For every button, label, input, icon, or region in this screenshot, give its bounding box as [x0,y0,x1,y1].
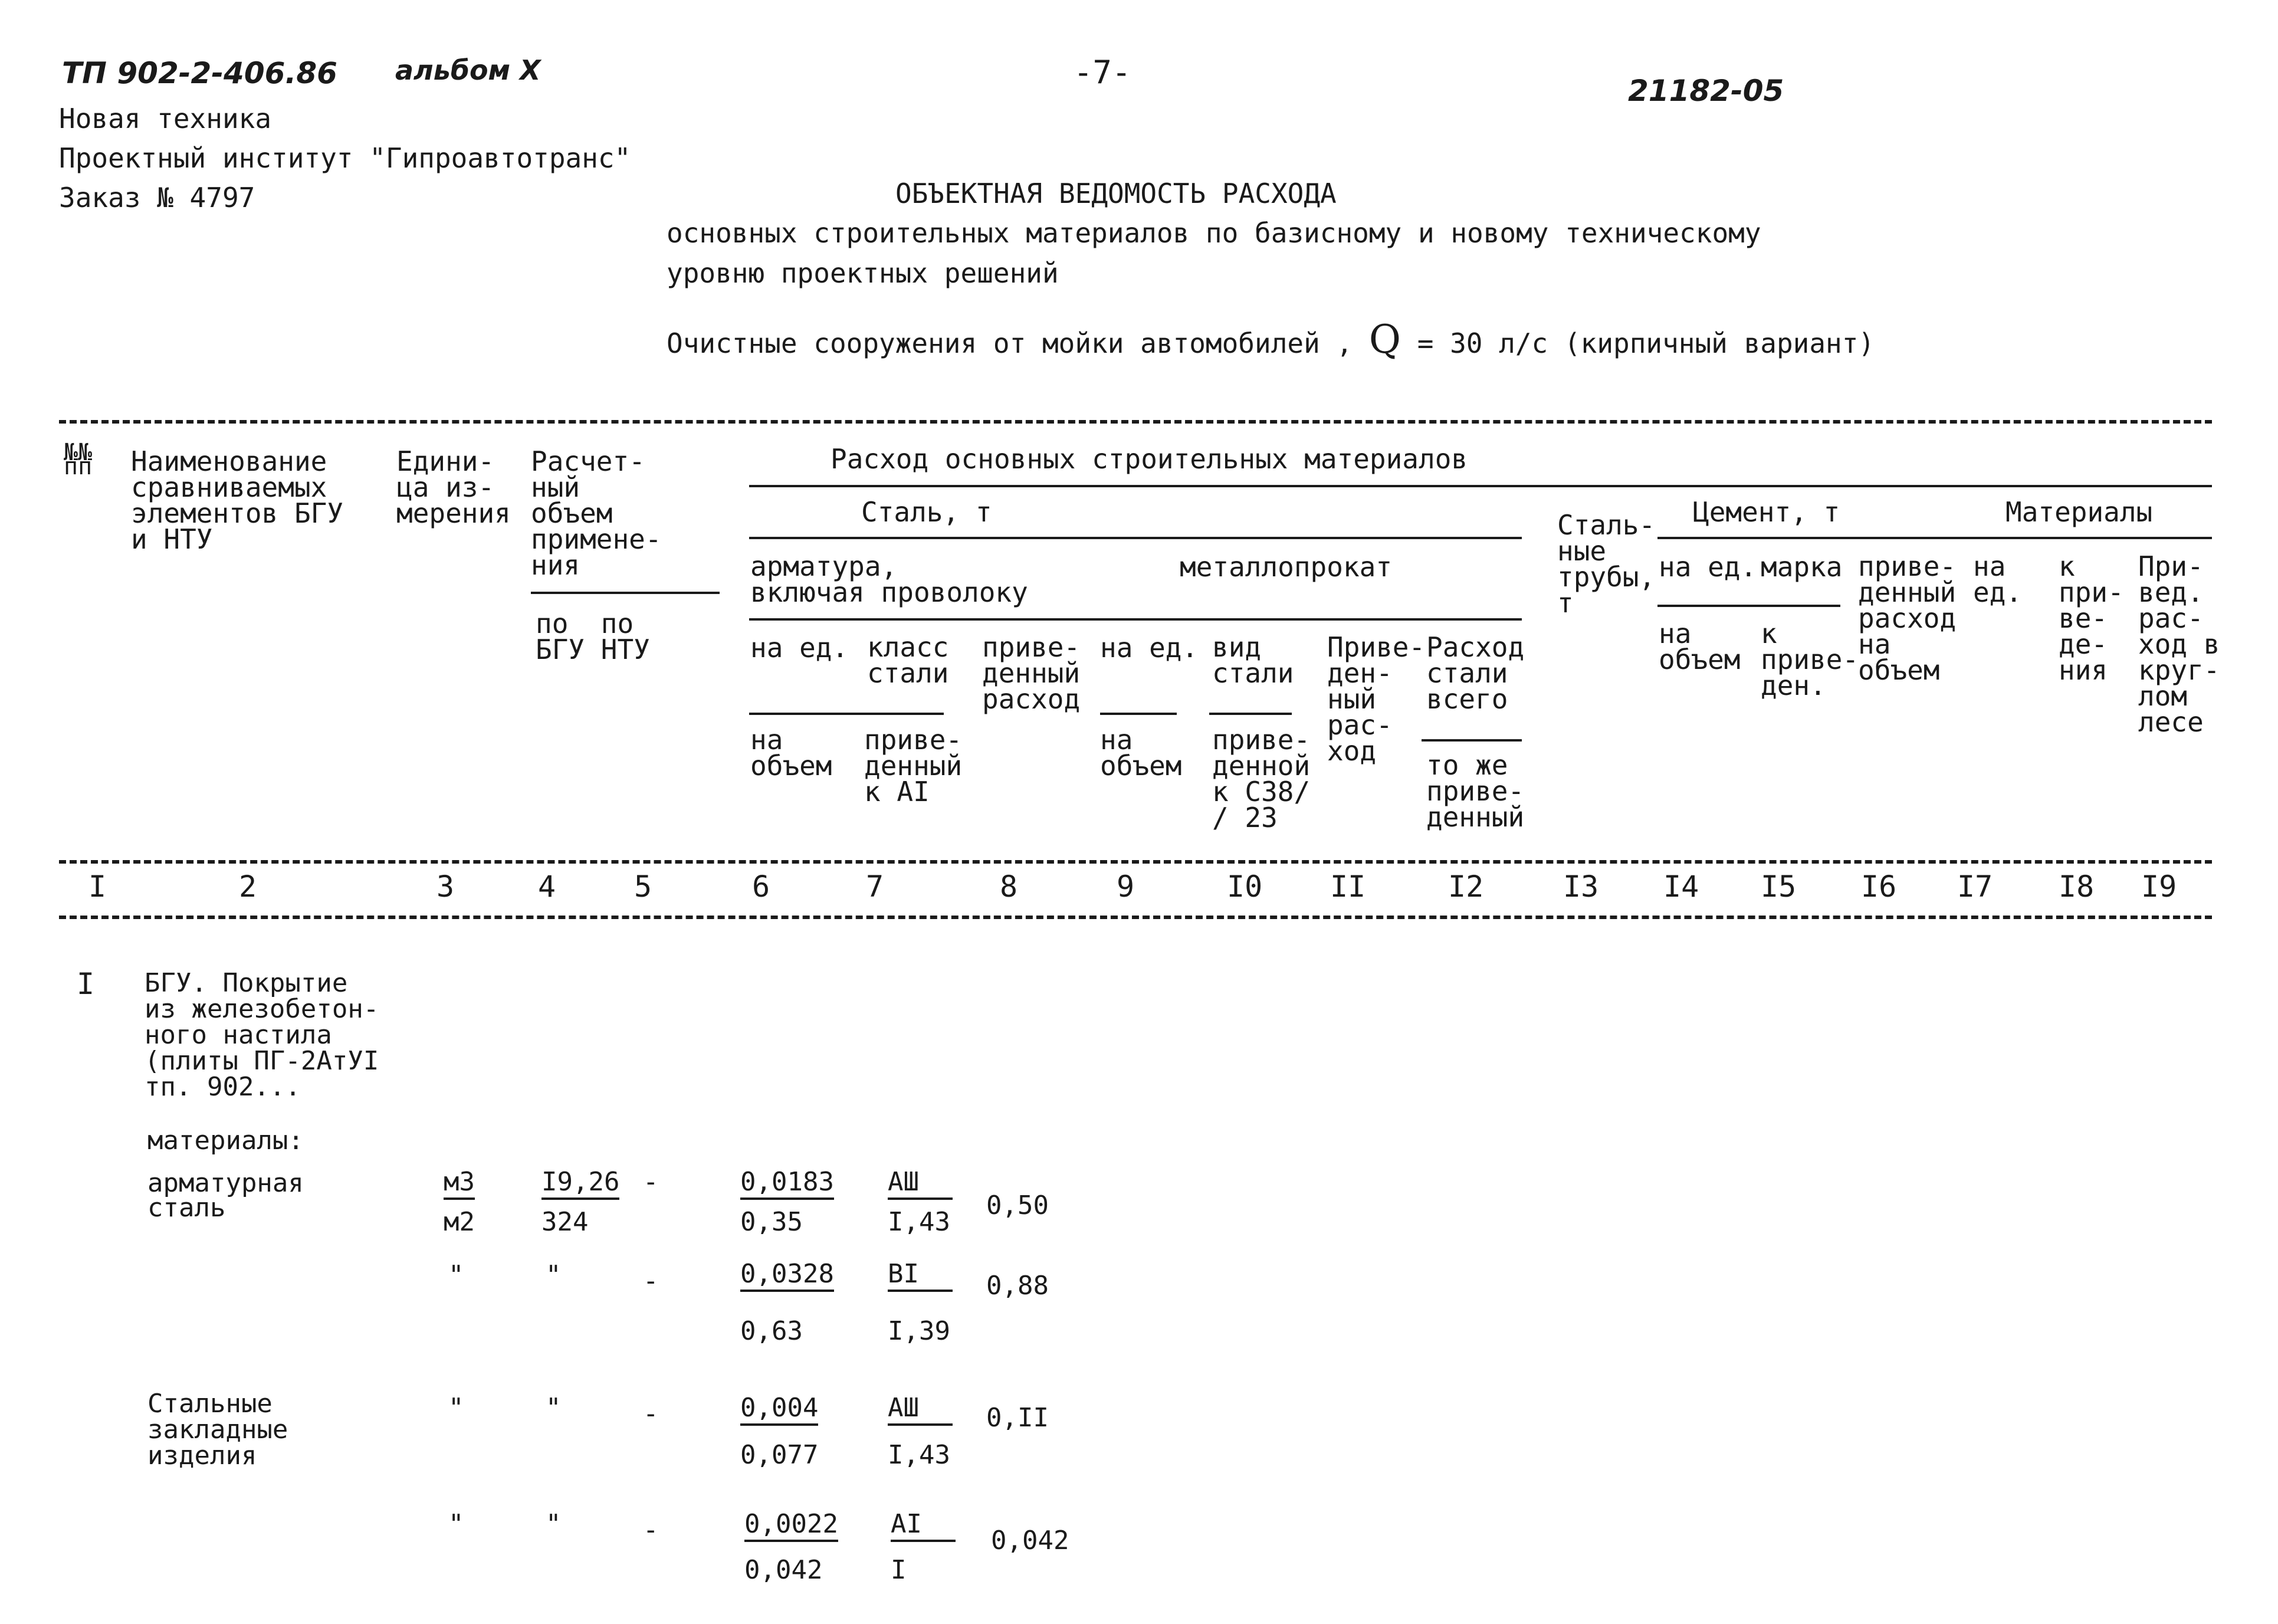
header-col12-bottom: то же приве- денный [1426,749,1525,833]
column-number: I5 [1761,870,1797,904]
header-col17: на ед. [1973,550,2023,608]
row-volume-top: " [546,1393,562,1423]
row-col7-bottom: I,43 [888,1207,950,1237]
column-number: I [88,870,107,904]
column-number: I9 [2141,870,2177,904]
row-volume-top: " [546,1509,562,1539]
column-number: 8 [1000,870,1018,904]
column-number: I6 [1861,870,1897,904]
row-unit-top: м3 [444,1169,475,1200]
header-volume: Расчет- ный объем примене- ния [531,445,662,581]
column-number: 3 [436,870,455,904]
column-numbers-top-rule [59,860,2212,864]
header-col18: к при- ве- де- ния [2059,550,2124,686]
row-col6-bottom: 0,042 [744,1555,823,1585]
row-col6-top: 0,0328 [740,1261,834,1292]
header-cement-group: Цемент, т [1693,496,1840,528]
row-col6-bottom: 0,077 [740,1440,819,1470]
subtitle-prefix: Очистные сооружения от мойки автомобилей , [667,327,1353,359]
row-col6-top: 0,004 [740,1395,818,1426]
header-col7-top: класс стали [867,631,949,689]
rule-volume-sub [531,592,720,594]
row-volume-top: " [546,1260,562,1290]
header-col14-top: на ед. [1659,551,1757,583]
header-metalloprokat: металлопрокат [1180,551,1393,583]
section-name: БГУ. Покрытие из железобетон- ного настила (плиты ПГ-2АтУI тп. 902... [145,968,379,1102]
column-number: 7 [866,870,884,904]
header-element-name: Наименование сравниваемых элементов БГУ и НТУ [131,445,344,555]
header-steel-group: Сталь, т [861,496,992,528]
subtitle-suffix: = 30 л/с (кирпичный вариант) [1417,327,1875,359]
header-materials-group: Материалы [2005,496,2153,528]
header-col13: Сталь- ные трубы, т [1557,509,1656,619]
header-col15-top: марка [1761,551,1843,583]
header-col15-bottom: к приве- ден. [1761,618,1859,701]
row-unit-top: " [448,1393,464,1423]
column-number: I8 [2059,870,2095,904]
header-col12-top: Расход стали всего [1426,631,1525,715]
column-number: 2 [239,870,257,904]
title-line-3: уровню проектных решений [667,257,1059,289]
rule-armatura [749,618,1522,621]
row-ntu: - [643,1399,659,1429]
column-numbers-bottom-rule [59,916,2212,919]
column-number: I7 [1957,870,1993,904]
document-number: 21182-05 [1628,74,1784,108]
rule-c9 [1100,713,1177,715]
row-unit-bottom: м2 [444,1207,475,1237]
header-main-group: Расход основных строительных материалов [831,443,1468,475]
row-col6-bottom: 0,35 [740,1207,803,1237]
row-ntu: - [643,1266,659,1296]
header-col10-bottom: приве- денной к С38/ / 23 [1212,724,1311,834]
row-label: арматурная сталь [147,1168,304,1223]
row-col7-top: BI [888,1261,953,1292]
column-number: 9 [1117,870,1135,904]
row-col7-bottom: I,43 [888,1440,950,1470]
column-number: I3 [1563,870,1599,904]
title-line-1: ОБЪЕКТНАЯ ВЕДОМОСТЬ РАСХОДА [895,178,1337,209]
section-number: I [77,967,95,1001]
header-col7-bottom: приве- денный к AI [864,724,963,808]
org-line-1: Новая техника [59,103,272,134]
album-label: альбом X [395,54,541,86]
header-col14-bottom: на объем [1659,618,1741,675]
row-col7-top: АШ [888,1395,953,1426]
row-col6-bottom: 0,63 [740,1316,803,1346]
column-number: II [1330,870,1366,904]
header-unit: Едини- ца из- мерения [396,445,511,529]
rule-steel-group [749,537,1522,539]
row-col8: 0,88 [986,1271,1049,1301]
row-col7-top: АШ [888,1169,953,1200]
header-col16: приве- денный расход на объем [1858,550,1957,686]
header-col9-top: на ед. [1100,632,1199,664]
header-col10-top: вид стали [1212,631,1294,689]
row-col7-top: AI [891,1511,956,1542]
header-volume-sub: по по БГУ НТУ [536,608,650,665]
column-number: I2 [1448,870,1484,904]
header-armatura: арматура, включая проволоку [750,550,1028,608]
header-col6-top: на ед. [750,632,849,664]
row-col7-bottom: I [891,1555,907,1585]
rule-c12 [1422,739,1522,742]
document-code: ТП 902-2-406.86 [62,56,337,90]
row-unit-top: " [448,1509,464,1539]
order-number: Заказ № 4797 [59,182,255,214]
header-col9-bottom: на объем [1100,724,1182,782]
header-col6-bottom: на объем [750,724,832,782]
row-volume-top: I9,26 [541,1169,619,1200]
column-number: 5 [634,870,652,904]
rule-main-group [749,485,2212,487]
column-number: I4 [1663,870,1699,904]
rule-c10 [1209,713,1292,715]
column-number: 6 [752,870,770,904]
header-number: №№ пп [64,439,93,480]
row-volume-bottom: 324 [541,1207,589,1237]
rule-cement-group [1657,537,2212,539]
row-unit-top: " [448,1260,464,1290]
org-line-2: Проектный институт "Гипроавтотранс" [59,142,631,174]
row-label: Стальные закладные изделия [147,1389,288,1471]
column-number: I0 [1227,870,1263,904]
row-col6-top: 0,0022 [744,1511,838,1542]
table-top-rule [59,420,2212,424]
header-col11: Приве- ден- ный рас- ход [1327,631,1426,767]
rule-cement-sub [1657,605,1840,607]
row-ntu: - [643,1515,659,1545]
row-ntu: - [643,1167,659,1197]
row-col8: 0,II [986,1403,1049,1433]
materials-label: материалы: [147,1126,304,1156]
row-col8: 0,042 [991,1525,1069,1556]
header-col19: При- вед. рас- ход в круг- лом лесе [2138,550,2220,738]
page-number: -7- [1074,54,1131,91]
column-number: 4 [538,870,556,904]
title-line-2: основных строительных материалов по базисному и новому техническому [667,217,1761,249]
flow-symbol: Q [1368,317,1401,362]
subtitle-line [667,317,1875,362]
row-col7-bottom: I,39 [888,1316,950,1346]
row-col8: 0,50 [986,1190,1049,1221]
rule-c6-c7 [749,713,944,715]
header-col8: приве- денный расход [982,631,1081,715]
row-col6-top: 0,0183 [740,1169,834,1200]
